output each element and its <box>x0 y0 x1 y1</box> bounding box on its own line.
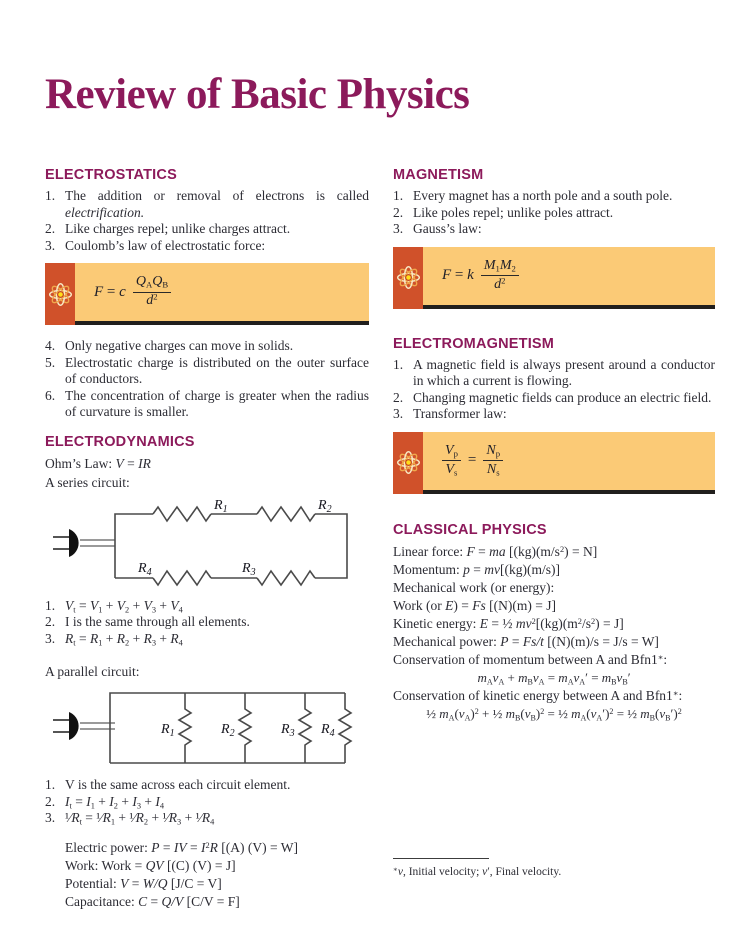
list-text: Like charges repel; unlike charges attract. <box>65 221 291 236</box>
resistor-zigzag <box>153 571 211 585</box>
section-heading-classical-physics: CLASSICAL PHYSICS <box>393 521 547 538</box>
series-circuit-caption: A series circuit: <box>45 474 130 490</box>
formula-lead: F = k <box>442 267 474 283</box>
formula-line: Conservation of momentum between A and Bfn1∗: <box>393 651 668 667</box>
atom-icon <box>45 263 75 325</box>
formula-line: Mechanical work (or energy): <box>393 579 555 595</box>
list-item <box>45 221 369 238</box>
fraction <box>133 275 171 308</box>
atom-icon <box>393 247 423 309</box>
list-item <box>45 614 369 631</box>
resistor-label: $R_4$ <box>138 560 152 578</box>
atom-icon <box>393 432 423 494</box>
resistor-zigzag <box>153 507 211 521</box>
list-text: Coulomb’s law of electrostatic force: <box>65 237 266 253</box>
list-number: 2. <box>45 793 56 809</box>
fraction-denominator: $V_s$ <box>445 461 458 478</box>
formula-lead: F = c <box>94 283 126 300</box>
formula-line: Conservation of kinetic energy between A and Bfn1∗: <box>393 687 683 703</box>
list-number: 2. <box>393 204 404 220</box>
resistor-label: $R_2$ <box>221 722 235 739</box>
parallel-circuit-diagram <box>45 685 369 775</box>
parallel-circuit-caption: A parallel circuit: <box>45 664 140 679</box>
list-text: The addition or removal of electrons is called electrification. <box>65 188 369 220</box>
section-heading-electromagnetism: ELECTROMAGNETISM <box>393 335 555 352</box>
list-text: Only negative charges can move in solids. <box>65 338 294 353</box>
resistor-label: $R_2$ <box>318 497 332 515</box>
formula-line: Electric power: P = IV = $I^2R$ [(A) (V) = W] <box>65 839 298 855</box>
formula-line: Momentum: p = mv[(kg)(m/s)] <box>393 561 560 577</box>
fraction-numerator: $V_p$ <box>442 444 461 461</box>
formula-line: Capacitance: C = Q/V [C/V = F] <box>65 893 240 909</box>
list-text: Changing magnetic fields can produce an electric field. <box>413 389 712 405</box>
list-number: 2. <box>45 614 56 629</box>
list-number: 1. <box>393 356 404 372</box>
page-title: Review of Basic Physics <box>45 71 470 118</box>
list-item <box>45 777 369 794</box>
list-item <box>45 338 369 355</box>
fraction-numerator: $M_1M_2$ <box>481 259 519 276</box>
list-item <box>45 794 369 811</box>
list-item <box>393 406 715 423</box>
list-text: Like poles repel; unlike poles attract. <box>413 204 614 220</box>
list-item <box>45 810 369 827</box>
list-number: 6. <box>45 387 56 403</box>
list-item <box>45 355 369 388</box>
formula-box-gauss <box>393 247 715 309</box>
list-text: $I_t = I_1 + I_2 + I_3 + I_4$ <box>65 793 165 810</box>
footnote-text: ∗v, Initial velocity; v′, Final velocity. <box>393 865 562 878</box>
resistor-zigzag <box>257 571 315 585</box>
list-number: 3. <box>45 630 56 646</box>
list-number: 1. <box>45 777 56 792</box>
formula-box-coulomb <box>45 263 369 325</box>
list-text: $R_t = R_1 + R_2 + R_3 + R_4$ <box>65 630 183 647</box>
list-item <box>45 188 369 221</box>
formula-line: Potential: V = W/Q [J/C = V] <box>65 875 222 891</box>
list-item <box>393 390 715 407</box>
list-number: 5. <box>45 354 56 370</box>
formula-line: Kinetic energy: E = ½ $mv^2[(kg)(m^2/s^2) = J]$ <box>393 615 624 631</box>
formula-box-body <box>423 432 715 494</box>
formula-box-body <box>75 263 369 325</box>
formula-box-transformer <box>393 432 715 494</box>
list-number: 3. <box>393 406 404 421</box>
list-item <box>393 205 715 222</box>
list-item <box>393 221 715 238</box>
list-item <box>45 388 369 421</box>
column-right <box>393 167 715 723</box>
list-text: $^1⁄R_t$ = $^1⁄R_1$ + $^1⁄R_2$ + $^1⁄R_3$ + $^1⁄R_4$ <box>65 810 215 827</box>
fraction <box>483 444 503 477</box>
list-text: Every magnet has a north pole and a south pole. <box>413 188 673 203</box>
list-number: 4. <box>45 338 56 353</box>
list-text: Electrostatic charge is distributed on the outer surface of conductors. <box>65 354 369 386</box>
list-number: 3. <box>45 237 56 253</box>
electric-formulas-block <box>45 839 369 911</box>
list-item <box>45 238 369 255</box>
resistor-label: $R_3$ <box>242 560 256 578</box>
plug-icon <box>53 712 115 740</box>
footnote-rule <box>393 858 489 859</box>
list-text: $V_t = V_1 + V_2 + V_3 + V_4$ <box>65 597 183 614</box>
list-number: 1. <box>45 188 56 203</box>
fraction <box>442 444 461 477</box>
column-left <box>45 167 369 911</box>
list-number: 3. <box>393 221 404 236</box>
equation-line: ½ $m_A(v_A)^2$ + ½ $m_B(v_B)^2$ = ½ $m_A(v_A')^2$ = ½ $m_B(v_B')^2$ <box>426 705 682 722</box>
section-heading-electrodynamics: ELECTRODYNAMICS <box>45 433 195 450</box>
resistor-label: $R_1$ <box>161 722 175 739</box>
list-text: Gauss’s law: <box>413 221 482 236</box>
list-item <box>393 188 715 205</box>
series-circuit-diagram <box>45 496 369 596</box>
list-text: The concentration of charge is greater when the radius of curvature is smaller. <box>65 387 369 419</box>
formula-line: Work: Work = QV [(C) (V) = J] <box>65 857 236 873</box>
resistor-label: $R_1$ <box>214 497 228 515</box>
fraction-denominator: $d^2$ <box>146 291 158 308</box>
list-item <box>45 598 369 615</box>
fraction <box>481 259 519 292</box>
resistor-zigzag <box>257 507 315 521</box>
resistor-label: $R_4$ <box>321 722 335 739</box>
list-item <box>45 631 369 648</box>
plug-icon <box>53 529 115 557</box>
fraction-denominator: $d^2$ <box>494 275 506 292</box>
ohms-law-line: Ohm’s Law: V = IR <box>45 455 151 471</box>
formula-line: Linear force: F = ma $[(kg)(m/s^2) = N]$ <box>393 543 598 559</box>
equals-sign: = <box>467 452 477 468</box>
list-number: 3. <box>45 810 56 825</box>
section-heading-magnetism: MAGNETISM <box>393 167 484 183</box>
list-text: A magnetic field is always present around a conductor in which a current is flowing. <box>413 356 715 388</box>
list-number: 2. <box>393 389 404 405</box>
list-number: 2. <box>45 221 56 236</box>
list-text: I is the same through all elements. <box>65 614 250 629</box>
list-item <box>393 357 715 390</box>
resistor-label: $R_3$ <box>281 722 295 739</box>
list-text: Transformer law: <box>413 406 507 421</box>
list-text: V is the same across each circuit element. <box>65 777 291 792</box>
formula-line: Mechanical power: P = Fs/t [(N)(m)/s = J/s = W] <box>393 633 659 649</box>
fraction-denominator: $N_s$ <box>486 461 500 478</box>
footnote <box>393 858 715 878</box>
fraction-numerator: $N_p$ <box>483 444 503 461</box>
list-number: 1. <box>393 188 404 203</box>
fraction-numerator: $Q_AQ_B$ <box>133 275 171 292</box>
formula-line: Work (or E) = Fs [(N)(m) = J] <box>393 597 556 613</box>
section-heading-electrostatics: ELECTROSTATICS <box>45 167 177 183</box>
formula-box-body <box>423 247 715 309</box>
equation-line: $m_Av_A + m_Bv_A = m_Av_A' = m_Bv_B'$ <box>477 669 631 686</box>
list-number: 1. <box>45 597 56 613</box>
